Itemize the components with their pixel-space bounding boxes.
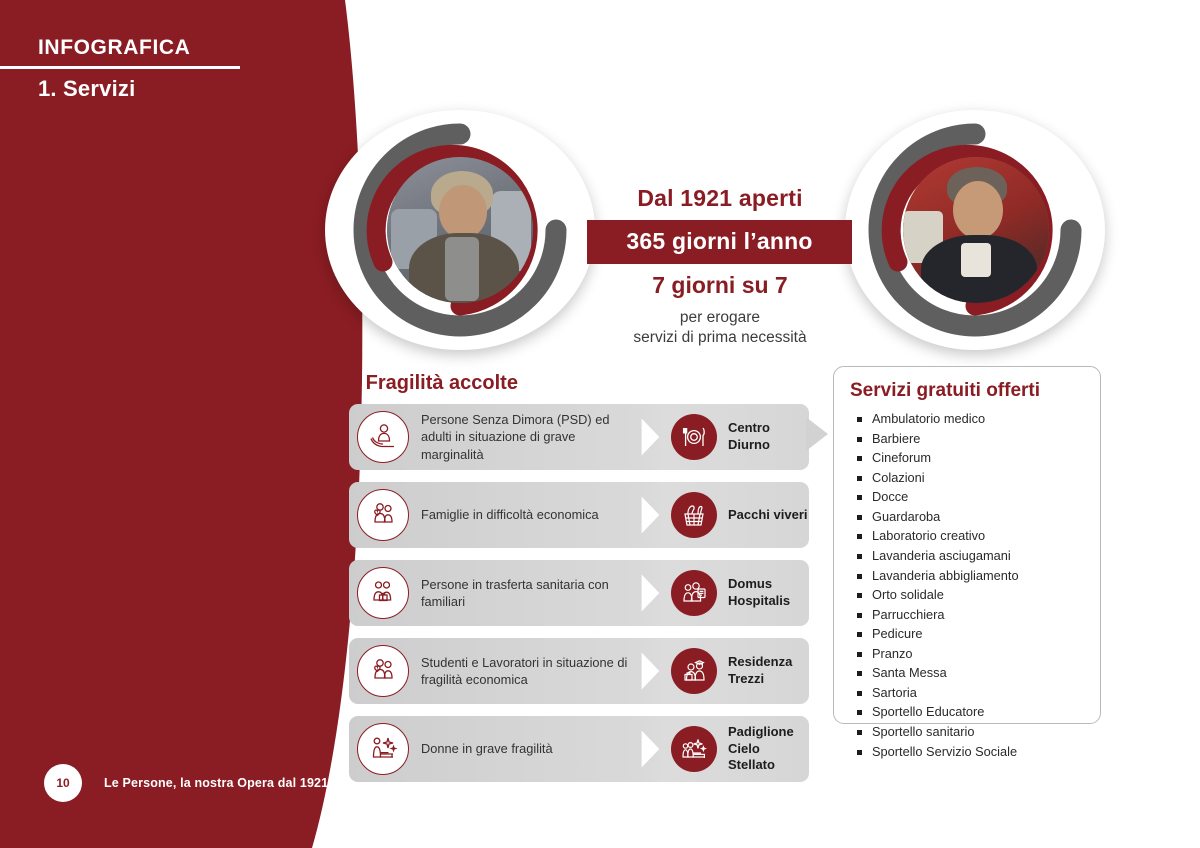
row-arrow-notch — [639, 560, 665, 626]
row-arrow-notch — [639, 482, 665, 548]
list-item: Orto solidale — [850, 587, 1084, 603]
claim-subtext-line-1: per erogare — [679, 309, 761, 326]
family-heart-icon — [357, 645, 409, 697]
fragility-service-panel — [665, 560, 809, 626]
fragility-target-panel — [349, 560, 639, 626]
row-arrow-notch — [639, 716, 665, 782]
fragility-target-text: Persone in trasferta sanitaria con familiari — [421, 576, 609, 609]
fragility-service-text: Pacchi viveri — [728, 506, 808, 522]
free-services-list — [850, 411, 1084, 760]
fragility-service-panel — [665, 716, 809, 782]
family-suitcase-icon — [357, 567, 409, 619]
people-bed-star-icon — [671, 726, 717, 772]
photo-left-head — [439, 185, 487, 239]
fragility-service-text: Residenza Trezzi — [728, 654, 793, 686]
fragility-row[interactable] — [349, 404, 809, 470]
list-item: Parrucchiera — [850, 607, 1084, 623]
grocery-basket-icon — [671, 492, 717, 538]
fragilities-list — [349, 404, 809, 794]
claim-line-3: 7 giorni su 7 — [652, 272, 788, 298]
sidebar-content — [0, 0, 340, 848]
person-in-hand-icon — [357, 411, 409, 463]
footer — [44, 764, 328, 802]
fragilities-title: 5 Fragilità accolte — [349, 372, 518, 394]
photo-left — [325, 110, 595, 350]
photo-left-image — [387, 157, 533, 303]
free-services-title: Servizi gratuiti offerti — [850, 380, 1041, 401]
footer-caption: Le Persone, la nostra Opera dal 1921 — [104, 776, 329, 790]
photo-right-shirt — [961, 243, 991, 277]
list-item: Sportello Servizio Sociale — [850, 744, 1084, 760]
list-item: Docce — [850, 489, 1084, 505]
fragility-service-panel — [665, 404, 809, 470]
photo-right — [845, 110, 1105, 350]
family-heart-icon — [357, 489, 409, 541]
list-item: Pedicure — [850, 626, 1084, 642]
claim-line-1: Dal 1921 aperti — [637, 185, 803, 211]
cutlery-plate-icon — [671, 414, 717, 460]
claim-highlight-band: 365 giorni l’anno — [587, 220, 852, 264]
claim-block — [575, 185, 865, 348]
fragility-target-text: Studenti e Lavoratori in situazione di fragilità economica — [421, 654, 628, 687]
list-item: Lavanderia abbigliamento — [850, 568, 1084, 584]
list-item: Barbiere — [850, 431, 1084, 447]
page-title: 1. Servizi — [38, 76, 136, 101]
photo-right-image — [903, 157, 1049, 303]
fragility-target-panel — [349, 482, 639, 548]
photo-right-head — [953, 181, 1003, 239]
list-item: Pranzo — [850, 646, 1084, 662]
list-item: Lavanderia asciugamani — [850, 548, 1084, 564]
list-item: Ambulatorio medico — [850, 411, 1084, 427]
fragility-target-panel — [349, 404, 639, 470]
kicker-underline — [0, 66, 240, 69]
fragility-target-text: Donne in grave fragilità — [421, 741, 553, 757]
fragility-service-text: Centro Diurno — [728, 420, 770, 452]
fragility-service-text: Padiglione Cielo Stellato — [728, 723, 794, 773]
fragility-row[interactable] — [349, 716, 809, 782]
page-number-badge: 10 — [44, 764, 82, 802]
fragility-target-text: Persone Senza Dimora (PSD) ed adulti in situazione di grave marginalità — [421, 412, 610, 462]
claim-subtext-line-2: servizi di prima necessità — [633, 329, 807, 347]
list-item: Sportello Educatore — [850, 704, 1084, 720]
fragility-target-panel — [349, 716, 639, 782]
fragility-target-text: Famiglie in difficoltà economica — [421, 507, 599, 523]
fragility-row[interactable] — [349, 638, 809, 704]
graduate-suitcase-icon — [671, 648, 717, 694]
kicker-label: INFOGRAFICA — [38, 36, 191, 59]
people-document-icon — [671, 570, 717, 616]
list-item: Sportello sanitario — [850, 724, 1084, 740]
fragility-target-panel — [349, 638, 639, 704]
fragility-service-panel — [665, 482, 809, 548]
fragility-row[interactable] — [349, 560, 809, 626]
claim-subtext — [575, 308, 865, 348]
list-item: Santa Messa — [850, 665, 1084, 681]
fragility-service-text: Domus Hospitalis — [728, 576, 791, 608]
free-services-box — [833, 366, 1101, 759]
list-item: Colazioni — [850, 470, 1084, 486]
fragility-row[interactable] — [349, 482, 809, 548]
list-item: Cineforum — [850, 450, 1084, 466]
row-arrow-notch — [639, 638, 665, 704]
list-item: Laboratorio creativo — [850, 528, 1084, 544]
list-item: Guardaroba — [850, 509, 1084, 525]
woman-bed-star-icon — [357, 723, 409, 775]
list-item: Sartoria — [850, 685, 1084, 701]
row-arrow-notch — [639, 404, 665, 470]
photo-left-collar — [445, 237, 479, 301]
flow-arrow-to-services — [806, 417, 828, 451]
fragility-service-panel — [665, 638, 809, 704]
